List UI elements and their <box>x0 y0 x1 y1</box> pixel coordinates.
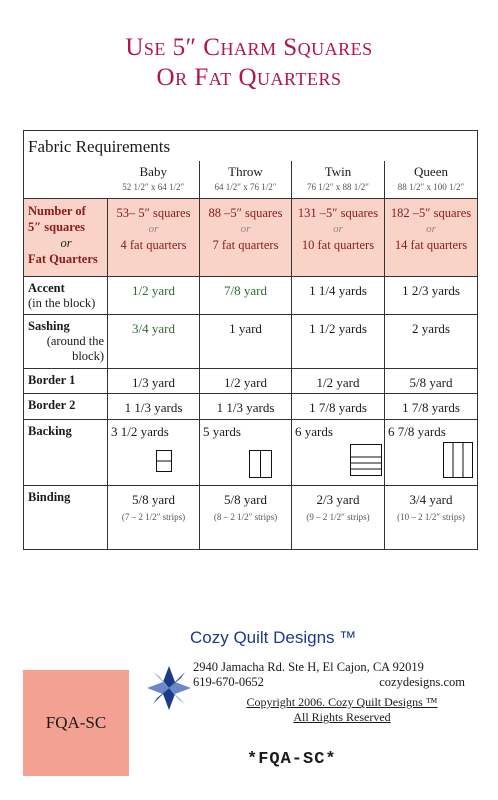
column-twin: Twin 76 1/2″ x 88 1/2″ <box>292 161 385 199</box>
title-line-1: Use 5″ Charm Squares <box>125 34 373 61</box>
border2-throw: 1 1/3 yards <box>200 394 292 420</box>
binding-baby: 5/8 yard (7 – 2 1/2″ strips) <box>108 486 200 550</box>
column-baby: Baby 52 1/2″ x 64 1/2″ <box>108 161 200 199</box>
requirements-throw: 88 –5″ squares or 7 fat quarters <box>200 199 292 277</box>
brand-name: Cozy Quilt Designs ™ <box>190 628 357 647</box>
column-throw: Throw 64 1/2″ x 76 1/2″ <box>200 161 292 199</box>
accent-baby: 1/2 yard <box>108 277 200 315</box>
backing-layout-diagram-throw <box>249 450 272 478</box>
requirements-label: Number of 5″ squares or Fat Quarters <box>24 199 108 277</box>
contact-info <box>193 660 473 690</box>
border1-throw: 1/2 yard <box>200 369 292 394</box>
border2-baby: 1 1/3 yards <box>108 394 200 420</box>
sashing-twin: 1 1/2 yards <box>292 315 385 369</box>
title-line-2: Or Fat Quarters <box>156 64 342 91</box>
binding-label: Binding <box>24 486 108 550</box>
fabric-requirements-table <box>23 130 477 550</box>
border1-baby: 1/3 yard <box>108 369 200 394</box>
column-queen: Queen 88 1/2″ x 100 1/2″ <box>385 161 478 199</box>
sashing-throw: 1 yard <box>200 315 292 369</box>
accent-label: Accent (in the block) <box>24 277 108 315</box>
copyright-notice: Copyright 2006. Cozy Quilt Designs ™ All Rights Reserved <box>246 695 438 724</box>
border2-twin: 1 7/8 yards <box>292 394 385 420</box>
backing-queen: 6 7/8 yards <box>385 420 478 486</box>
binding-throw: 5/8 yard (8 – 2 1/2″ strips) <box>200 486 292 550</box>
requirements-baby: 53– 5″ squares or 4 fat quarters <box>108 199 200 277</box>
backing-baby: 3 1/2 yards <box>108 420 200 486</box>
pattern-code-box: FQA-SC <box>23 670 129 776</box>
phone: 619-670-0652 <box>193 675 264 689</box>
requirements-queen: 182 –5″ squares or 14 fat quarters <box>385 199 478 277</box>
border1-queen: 5/8 yard <box>385 369 478 394</box>
backing-layout-diagram-baby <box>156 450 172 472</box>
quilt-star-logo-icon <box>145 664 193 712</box>
border1-twin: 1/2 yard <box>292 369 385 394</box>
website-link[interactable]: cozydesigns.com <box>379 675 465 689</box>
backing-layout-diagram-twin <box>350 444 382 476</box>
requirements-twin: 131 –5″ squares or 10 fat quarters <box>292 199 385 277</box>
backing-label: Backing <box>24 420 108 486</box>
accent-queen: 1 2/3 yards <box>385 277 478 315</box>
sashing-baby: 3/4 yard <box>108 315 200 369</box>
border2-queen: 1 7/8 yards <box>385 394 478 420</box>
barcode-text: *FQA-SC* <box>247 750 337 769</box>
binding-queen: 3/4 yard (10 – 2 1/2″ strips) <box>385 486 478 550</box>
border2-label: Border 2 <box>24 394 108 420</box>
sashing-label: Sashing (around the block) <box>24 315 108 369</box>
backing-twin: 6 yards <box>292 420 385 486</box>
border1-label: Border 1 <box>24 369 108 394</box>
table-caption: Fabric Requirements <box>24 131 478 162</box>
binding-twin: 2/3 yard (9 – 2 1/2″ strips) <box>292 486 385 550</box>
backing-throw: 5 yards <box>200 420 292 486</box>
accent-throw: 7/8 yard <box>200 277 292 315</box>
sashing-queen: 2 yards <box>385 315 478 369</box>
backing-layout-diagram-queen <box>443 442 473 478</box>
accent-twin: 1 1/4 yards <box>292 277 385 315</box>
address: 2940 Jamacha Rd. Ste H, El Cajon, CA 92019 <box>193 660 424 674</box>
